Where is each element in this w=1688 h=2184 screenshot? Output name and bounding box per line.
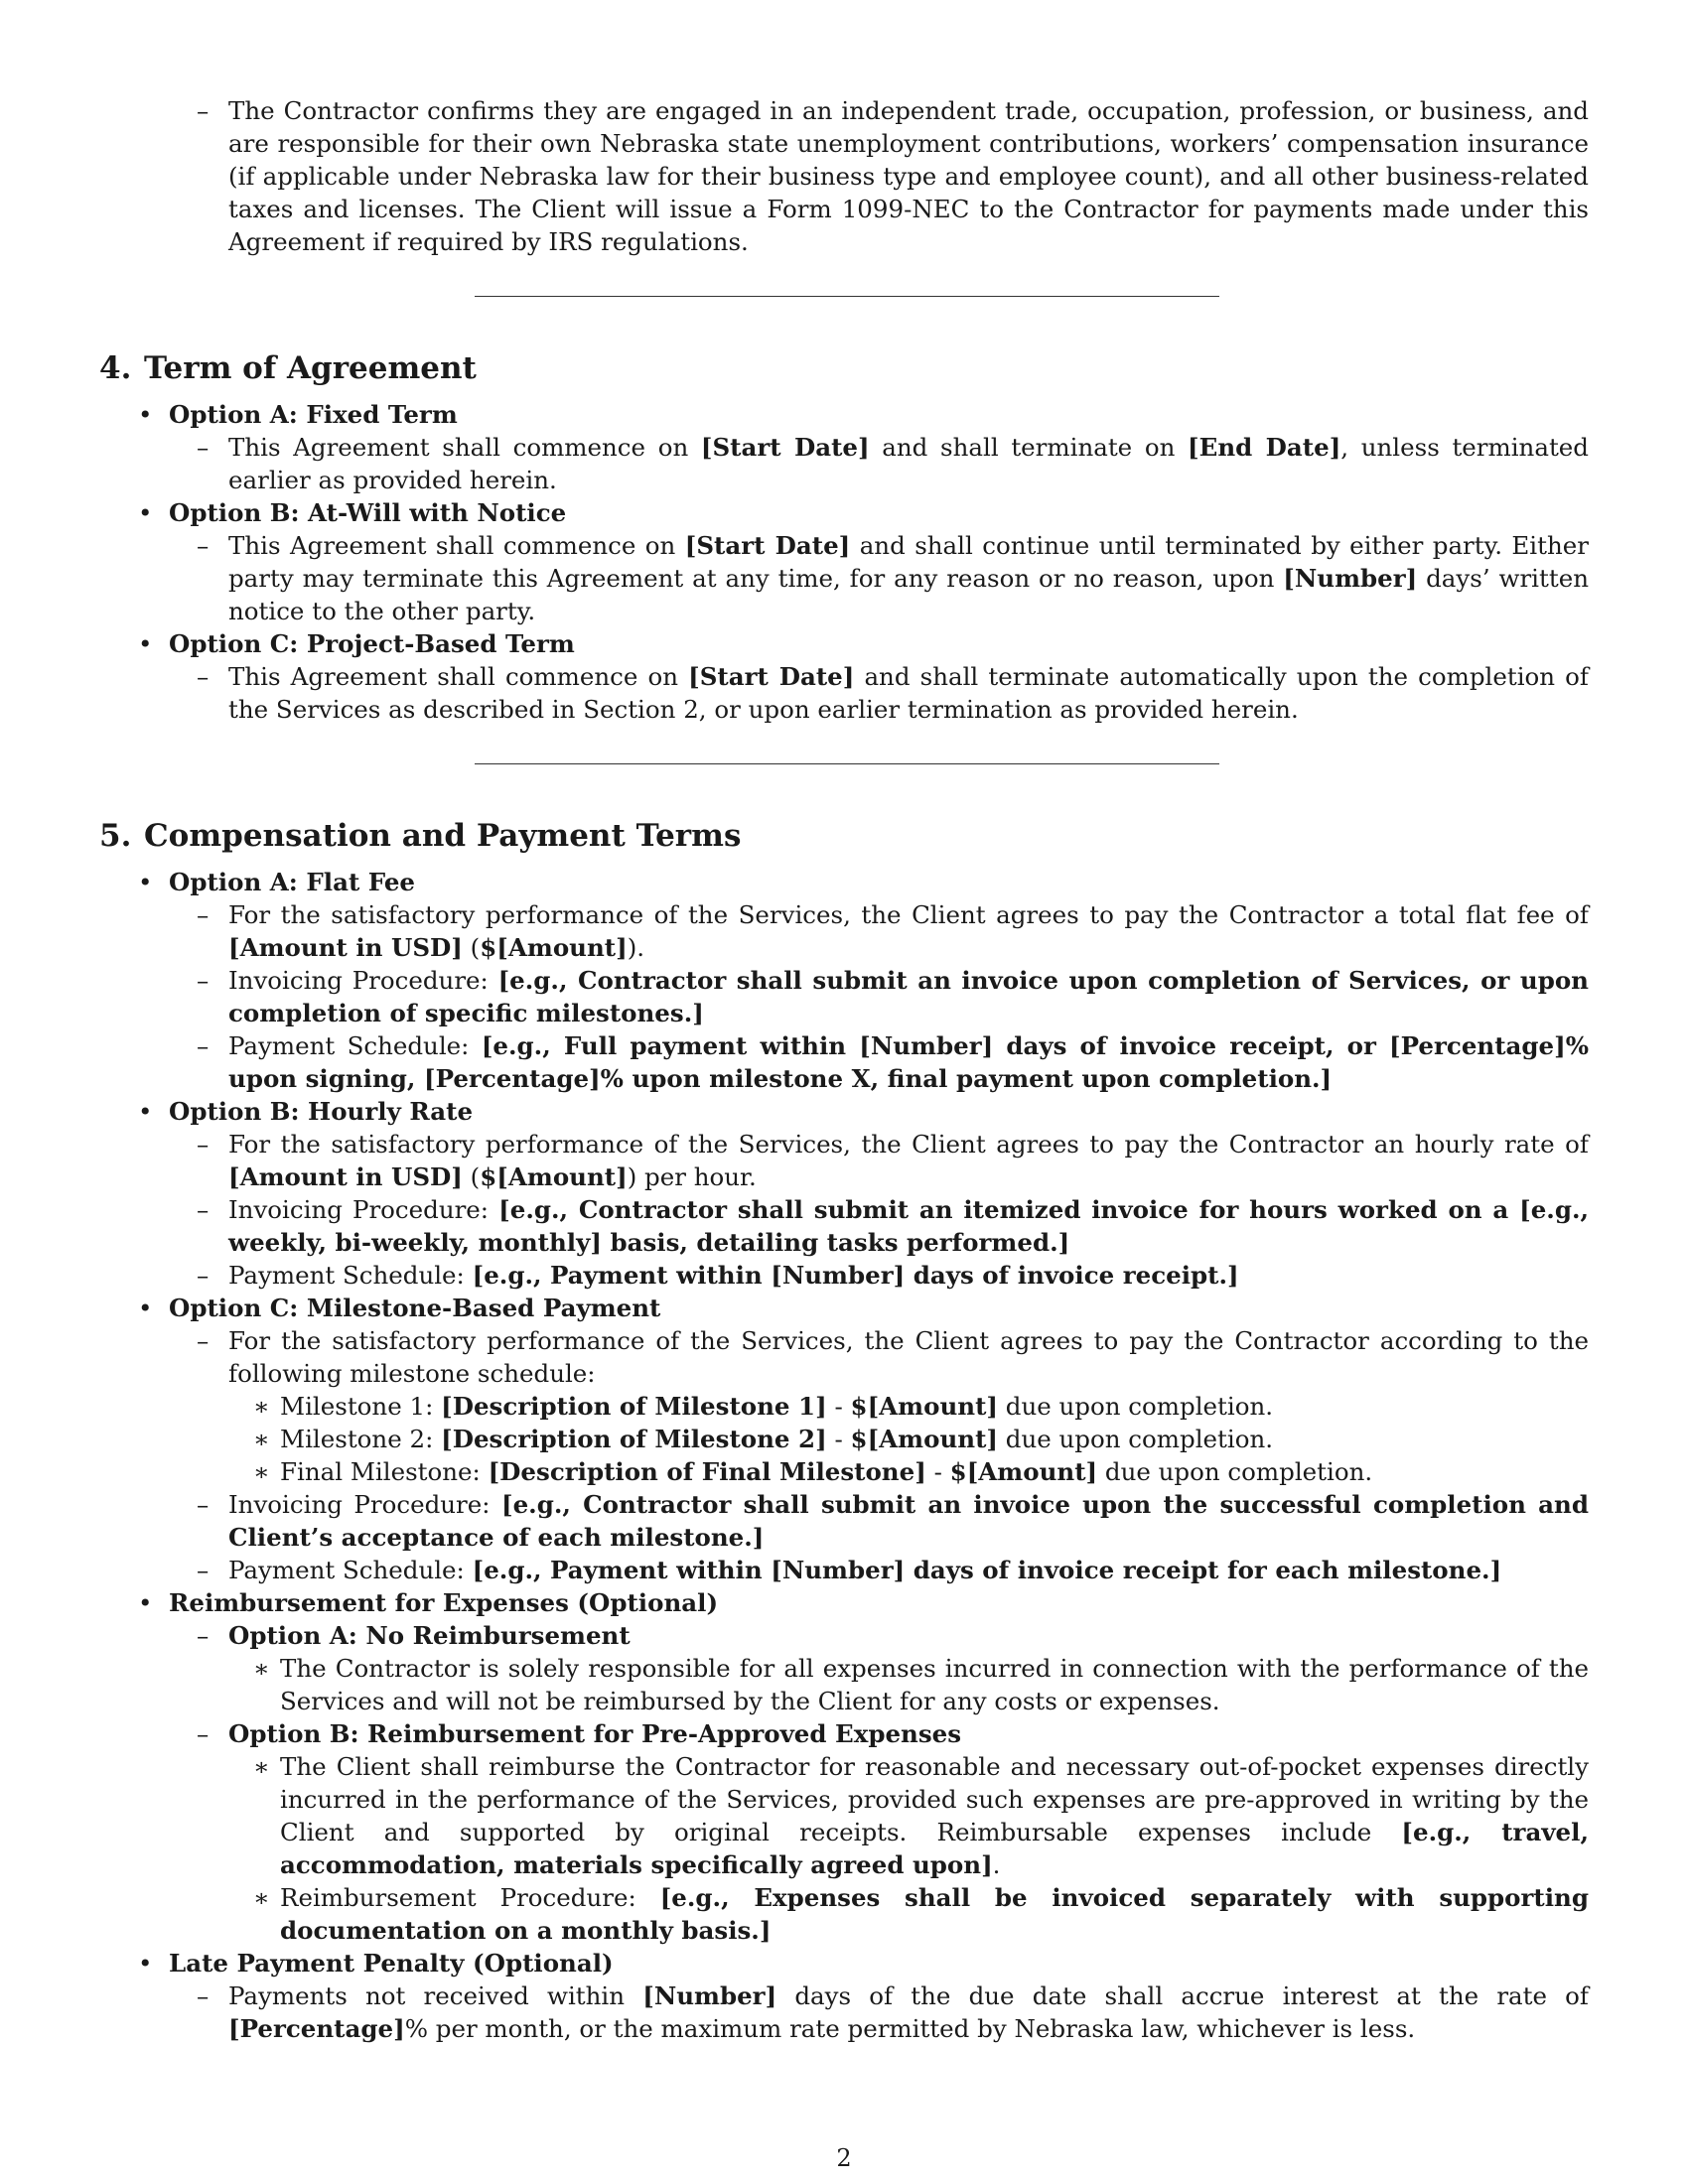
option-label: Option A: Flat Fee [169, 868, 416, 896]
page-number: 2 [836, 2144, 852, 2172]
list-item [169, 1128, 1589, 1193]
section-heading-term [99, 348, 1589, 388]
text: - [826, 1392, 851, 1421]
placeholder-amount: $[Amount] [949, 1457, 1098, 1486]
text: , unless terminated earlier as provided herein. [228, 433, 1589, 494]
section-title: Compensation and Payment Terms [144, 818, 742, 854]
list-item [228, 1455, 1589, 1488]
text: The Client shall reimburse the Contractor for reasonable and necessary out-of-pocket expenses directly incurred in the performance of the Services, provided such expenses are pre-approved in writing by the Client and supported by original receipts. Reimbursable expenses include [280, 1752, 1589, 1846]
text: ). [627, 933, 645, 962]
text: and shall terminate automatically upon the completion of the Services as described in Section 2, or upon earlier termination as provided herein. [228, 662, 1589, 724]
placeholder-payment-schedule: [e.g., Payment within [Number] days of invoice receipt.] [472, 1261, 1239, 1290]
continuation-list [99, 94, 1589, 258]
list-item [169, 1554, 1589, 1586]
placeholder-invoicing: [e.g., Contractor shall submit an invoice upon the successful completion and Client’s acceptance of each milestone.] [228, 1490, 1589, 1552]
text: For the satisfactory performance of the Services, the Client agrees to pay the Contractor a total flat fee of [228, 900, 1589, 929]
placeholder-number: [Number] [1283, 564, 1418, 593]
text: Payment Schedule: [228, 1261, 473, 1290]
placeholder-expenses: [e.g., travel, accommodation, materials specifically agreed upon] [280, 1818, 1589, 1879]
document-page [99, 94, 1589, 2045]
text: Reimbursement Procedure: [280, 1883, 660, 1912]
text: This Agreement shall commence on [228, 662, 689, 691]
list-item [169, 660, 1589, 726]
contractor-confirmation-text: The Contractor confirms they are engaged in an independent trade, occupation, profession, or business, and are responsible for their own Nebraska state unemployment contributions, workers’ compensation insurance (if applicable under Nebraska law for their business type and employee count), and all other business-related taxes and licenses. The Client will issue a Form 1099-NEC to the Contractor for payments made under this Agreement if required by IRS regulations. [228, 96, 1589, 256]
list-item [228, 1652, 1589, 1717]
text: - [925, 1457, 950, 1486]
list-item [99, 1586, 1589, 1947]
placeholder-percentage: [Percentage] [228, 2014, 405, 2043]
text: and shall continue until terminated by either party. Either party may terminate this Agreement at any time, for any reason or no reason, upon [228, 531, 1589, 593]
placeholder-start-date: [Start Date] [684, 531, 851, 560]
text: due upon completion. [997, 1425, 1274, 1453]
section-number: 4. [99, 350, 132, 386]
text: Invoicing Procedure: [228, 1490, 501, 1519]
section-heading-compensation [99, 816, 1589, 856]
option-label: Late Payment Penalty (Optional) [169, 1949, 614, 1978]
list-item [169, 1488, 1589, 1554]
placeholder-amount-usd: [Amount in USD] [228, 1162, 463, 1191]
placeholder-reimbursement-procedure: [e.g., Expenses shall be invoiced separately with supporting documentation on a monthly basis.] [280, 1883, 1589, 1945]
text: ( [462, 1162, 481, 1191]
placeholder-start-date: [Start Date] [700, 433, 870, 462]
list-item [228, 1881, 1589, 1947]
text: days’ written notice to the other party. [228, 564, 1589, 625]
placeholder-payment-schedule: [e.g., Payment within [Number] days of invoice receipt for each milestone.] [472, 1556, 1502, 1584]
placeholder-end-date: [End Date] [1188, 433, 1341, 462]
option-label: Option B: At-Will with Notice [169, 498, 567, 527]
placeholder-start-date: [Start Date] [688, 662, 855, 691]
option-label: Option C: Project-Based Term [169, 629, 575, 658]
option-label: Option B: Hourly Rate [169, 1097, 474, 1126]
placeholder-amount: $[Amount] [480, 1162, 628, 1191]
list-item [99, 1095, 1589, 1292]
text: Final Milestone: [280, 1457, 489, 1486]
placeholder-number: [Number] [642, 1981, 777, 2010]
text: ) per hour. [627, 1162, 757, 1191]
section-title: Term of Agreement [144, 350, 477, 386]
text: . [992, 1850, 1001, 1879]
list-item [169, 1717, 1589, 1947]
text: For the satisfactory performance of the Services, the Client agrees to pay the Contractor an hourly rate of [228, 1130, 1589, 1159]
compensation-options-list [99, 866, 1589, 2045]
list-item [99, 496, 1589, 627]
list-item [169, 1619, 1589, 1717]
list-item [99, 627, 1589, 726]
list-item [99, 866, 1589, 1095]
text: days of the due date shall accrue interest at the rate of [776, 1981, 1590, 2010]
option-label: Option C: Milestone-Based Payment [169, 1294, 661, 1322]
list-item [169, 1193, 1589, 1259]
text: This Agreement shall commence on [228, 433, 701, 462]
list-item [99, 398, 1589, 496]
text: % per month, or the maximum rate permitted by Nebraska law, whichever is less. [404, 2014, 1416, 2043]
placeholder-amount-usd: [Amount in USD] [228, 933, 463, 962]
text: This Agreement shall commence on [228, 531, 685, 560]
text: Payment Schedule: [228, 1031, 482, 1060]
text: Payment Schedule: [228, 1556, 473, 1584]
placeholder-invoicing: [e.g., Contractor shall submit an invoice upon completion of Services, or upon completion of specific milestones.] [228, 966, 1589, 1027]
text: due upon completion. [1097, 1457, 1373, 1486]
placeholder-amount: $[Amount] [480, 933, 628, 962]
list-item [228, 1750, 1589, 1881]
list-item [169, 1029, 1589, 1095]
section-number: 5. [99, 818, 132, 854]
option-label: Reimbursement for Expenses (Optional) [169, 1588, 719, 1617]
sub-option-label: Option A: No Reimbursement [228, 1621, 631, 1650]
list-item [99, 1292, 1589, 1586]
text: Milestone 2: [280, 1425, 442, 1453]
list-item [99, 94, 1589, 258]
term-options-list [99, 398, 1589, 726]
list-item [169, 1979, 1589, 2045]
placeholder-payment-schedule: [e.g., Full payment within [Number] days of invoice receipt, or [Percentage]% upon signing, [Percentage]% upon milestone X, final payment upon completion.] [228, 1031, 1589, 1093]
list-item [169, 1259, 1589, 1292]
list-item [169, 529, 1589, 627]
text: Milestone 1: [280, 1392, 442, 1421]
text: Payments not received within [228, 1981, 643, 2010]
list-item [169, 1324, 1589, 1488]
text: Invoicing Procedure: [228, 966, 498, 995]
sub-option-label: Option B: Reimbursement for Pre-Approved Expenses [228, 1719, 962, 1748]
placeholder-milestone: [Description of Milestone 1] [441, 1392, 827, 1421]
list-item [228, 1390, 1589, 1423]
list-item [228, 1423, 1589, 1455]
text: - [826, 1425, 851, 1453]
text: Invoicing Procedure: [228, 1195, 499, 1224]
placeholder-invoicing: [e.g., Contractor shall submit an itemized invoice for hours worked on a [e.g., weekly, bi-weekly, monthly] basis, detailing tasks performed.] [228, 1195, 1590, 1257]
placeholder-milestone: [Description of Milestone 2] [441, 1425, 827, 1453]
list-item [169, 964, 1589, 1029]
list-item [169, 431, 1589, 496]
list-item [169, 898, 1589, 964]
text: and shall terminate on [869, 433, 1189, 462]
text: For the satisfactory performance of the Services, the Client agrees to pay the Contractor according to the following milestone schedule: [228, 1326, 1589, 1388]
placeholder-milestone: [Description of Final Milestone] [488, 1457, 926, 1486]
text: due upon completion. [997, 1392, 1274, 1421]
text: The Contractor is solely responsible for all expenses incurred in connection with the performance of the Services and will not be reimbursed by the Client for any costs or expenses. [280, 1654, 1589, 1715]
section-divider [475, 763, 1219, 764]
option-label: Option A: Fixed Term [169, 400, 458, 429]
section-divider [475, 296, 1219, 297]
list-item [99, 1947, 1589, 2045]
placeholder-amount: $[Amount] [850, 1425, 998, 1453]
placeholder-amount: $[Amount] [850, 1392, 998, 1421]
text: ( [462, 933, 481, 962]
